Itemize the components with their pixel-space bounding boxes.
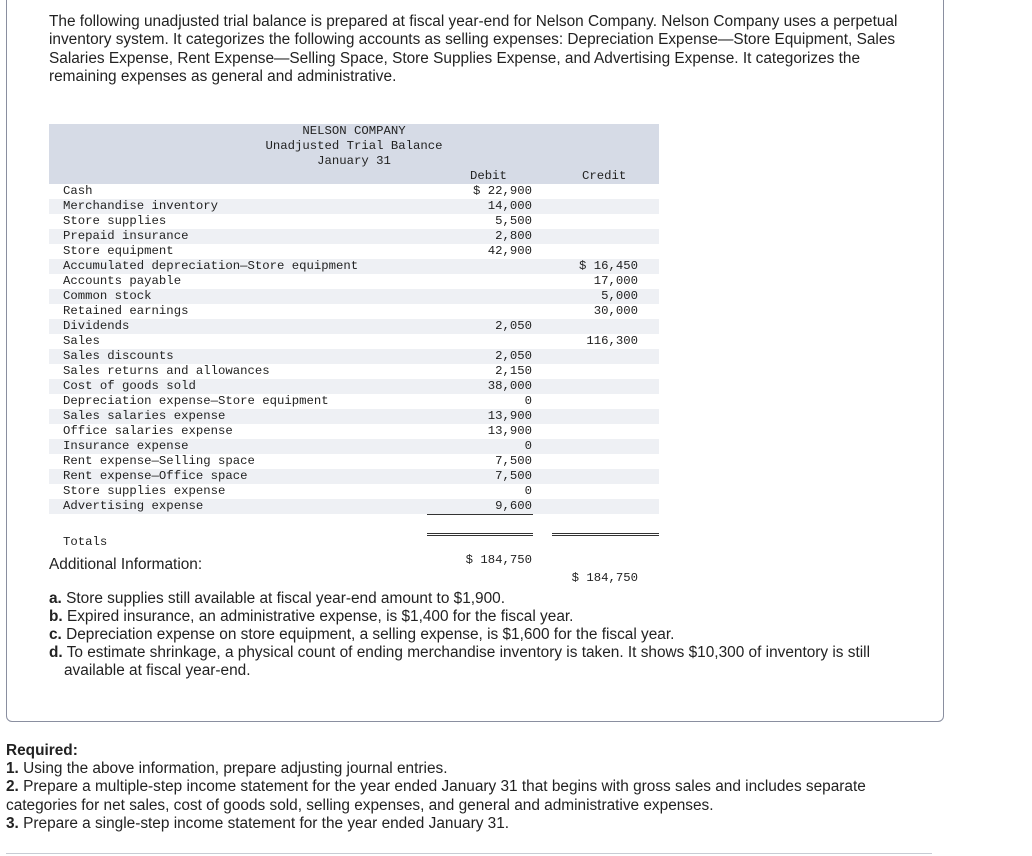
- row-debit: 42,900: [487, 244, 532, 258]
- table-row: [49, 244, 659, 259]
- table-row: [49, 454, 659, 469]
- totals-label: Totals: [63, 535, 108, 549]
- bottom-divider: [6, 853, 932, 854]
- row-name: Advertising expense: [63, 499, 204, 513]
- item-letter: c.: [49, 626, 62, 643]
- item-text: Expired insurance, an administrative expense, is $1,400 for the fiscal year.: [66, 608, 574, 625]
- row-name: Accumulated depreciation—Store equipment: [63, 259, 359, 273]
- trial-balance-title-block: [249, 124, 459, 169]
- list-item: [49, 626, 909, 644]
- row-credit: 116,300: [586, 334, 638, 348]
- row-debit: 7,500: [495, 454, 532, 468]
- row-debit: 0: [524, 394, 532, 408]
- required-number: 1.: [6, 760, 19, 778]
- row-name: Prepaid insurance: [63, 229, 189, 243]
- table-row: [49, 499, 659, 514]
- row-debit: 13,900: [487, 409, 532, 423]
- list-item: [49, 590, 909, 608]
- trial-balance-header: [49, 124, 659, 184]
- item-text: Store supplies still available at fiscal year-end amount to $1,900.: [66, 590, 506, 607]
- table-row: [49, 274, 659, 289]
- table-row: [49, 484, 659, 499]
- table-row: [49, 439, 659, 454]
- row-name: Office salaries expense: [63, 424, 233, 438]
- row-debit: 7,500: [495, 469, 532, 483]
- row-credit: 5,000: [601, 289, 638, 303]
- row-debit: 2,800: [495, 229, 532, 243]
- table-row: [49, 319, 659, 334]
- statement-title: Unadjusted Trial Balance: [265, 139, 443, 153]
- table-row: [49, 364, 659, 379]
- table-row: [49, 409, 659, 424]
- item-text: Depreciation expense on store equipment, a selling expense, is $1,600 for the fiscal year.: [66, 626, 675, 643]
- row-debit: 0: [524, 484, 532, 498]
- additional-info-list: [49, 590, 909, 680]
- required-section: [6, 742, 906, 833]
- required-item: [6, 778, 906, 814]
- table-row: [49, 349, 659, 364]
- row-name: Retained earnings: [63, 304, 189, 318]
- row-name: Dividends: [63, 319, 130, 333]
- row-debit: 2,150: [495, 364, 532, 378]
- table-row: [49, 469, 659, 484]
- row-credit: $ 16,450: [578, 259, 638, 273]
- row-name: Rent expense—Selling space: [63, 454, 255, 468]
- item-letter: d.: [49, 644, 63, 661]
- row-credit: 17,000: [593, 274, 638, 288]
- trial-balance-rows: [49, 184, 659, 514]
- table-row: [49, 229, 659, 244]
- table-row: [49, 379, 659, 394]
- table-row: [49, 289, 659, 304]
- totals-debit: $ 184,750: [465, 553, 532, 567]
- row-name: Accounts payable: [63, 274, 182, 288]
- additional-info-title: Additional Information:: [49, 556, 203, 573]
- row-name: Store equipment: [63, 244, 174, 258]
- row-debit: 2,050: [495, 319, 532, 333]
- table-row: [49, 304, 659, 319]
- required-number: 3.: [6, 814, 19, 832]
- table-row: [49, 184, 659, 199]
- table-row: [49, 214, 659, 229]
- required-item: [6, 815, 906, 833]
- row-name: Store supplies expense: [63, 484, 226, 498]
- row-name: Cost of goods sold: [63, 379, 196, 393]
- required-title: Required:: [6, 742, 78, 759]
- statement-date: January 31: [317, 154, 391, 168]
- list-item: [49, 608, 909, 626]
- required-number: 2.: [6, 778, 19, 796]
- row-debit: 2,050: [495, 349, 532, 363]
- row-debit: 0: [524, 439, 532, 453]
- row-name: Sales discounts: [63, 349, 174, 363]
- debit-column-header: Debit: [470, 169, 507, 183]
- list-item: [49, 644, 909, 680]
- credit-column-header: Credit: [582, 169, 627, 183]
- row-name: Store supplies: [63, 214, 167, 228]
- row-name: Sales: [63, 334, 100, 348]
- totals-credit: $ 184,750: [571, 571, 638, 585]
- required-text: Using the above information, prepare adjusting journal entries.: [23, 760, 448, 778]
- company-name: NELSON COMPANY: [302, 124, 406, 138]
- row-name: Depreciation expense—Store equipment: [63, 394, 329, 408]
- row-name: Sales salaries expense: [63, 409, 226, 423]
- row-name: Sales returns and allowances: [63, 364, 270, 378]
- item-letter: b.: [49, 608, 63, 625]
- debit-double-underline: [427, 533, 533, 536]
- intro-paragraph: The following unadjusted trial balance is prepared at fiscal year-end for Nelson Company. Nelson Company uses a perpetual inventory system. It categorizes the following accounts as selling expenses: Depreciation Expense—Store Equipment, Sales Salaries Expense, Rent Expense—Selling Space, Store Supplies Expense, and Advertising Expense. It categorizes the remaining expenses as general and administrative.: [49, 13, 898, 86]
- table-row: [49, 394, 659, 409]
- required-text: Prepare a single-step income statement for the year ended January 31.: [23, 814, 510, 832]
- item-text: To estimate shrinkage, a physical count of ending merchandise inventory is taken. It shows $10,300 of inventory is still available at fiscal year-end.: [64, 644, 870, 679]
- required-text: Prepare a multiple-step income statement for the year ended January 31 that begins with gross sales and includes separate categories for net sales, cost of goods sold, selling expenses, and general and administrative expenses.: [6, 778, 866, 814]
- row-debit: 9,600: [495, 499, 532, 513]
- required-list: [6, 760, 906, 833]
- row-debit: 38,000: [487, 379, 532, 393]
- row-debit: 5,500: [495, 214, 532, 228]
- table-row: [49, 334, 659, 349]
- row-name: Insurance expense: [63, 439, 189, 453]
- item-letter: a.: [49, 590, 62, 607]
- row-debit: 14,000: [487, 199, 532, 213]
- row-name: Merchandise inventory: [63, 199, 218, 213]
- row-credit: 30,000: [593, 304, 638, 318]
- table-row: [49, 259, 659, 274]
- row-name: Rent expense—Office space: [63, 469, 248, 483]
- row-debit: 13,900: [487, 424, 532, 438]
- required-item: [6, 760, 906, 778]
- table-row: [49, 424, 659, 439]
- row-name: Common stock: [63, 289, 152, 303]
- row-name: Cash: [63, 184, 93, 198]
- row-debit: $ 22,900: [472, 184, 532, 198]
- table-row: [49, 199, 659, 214]
- credit-double-underline: [552, 533, 659, 536]
